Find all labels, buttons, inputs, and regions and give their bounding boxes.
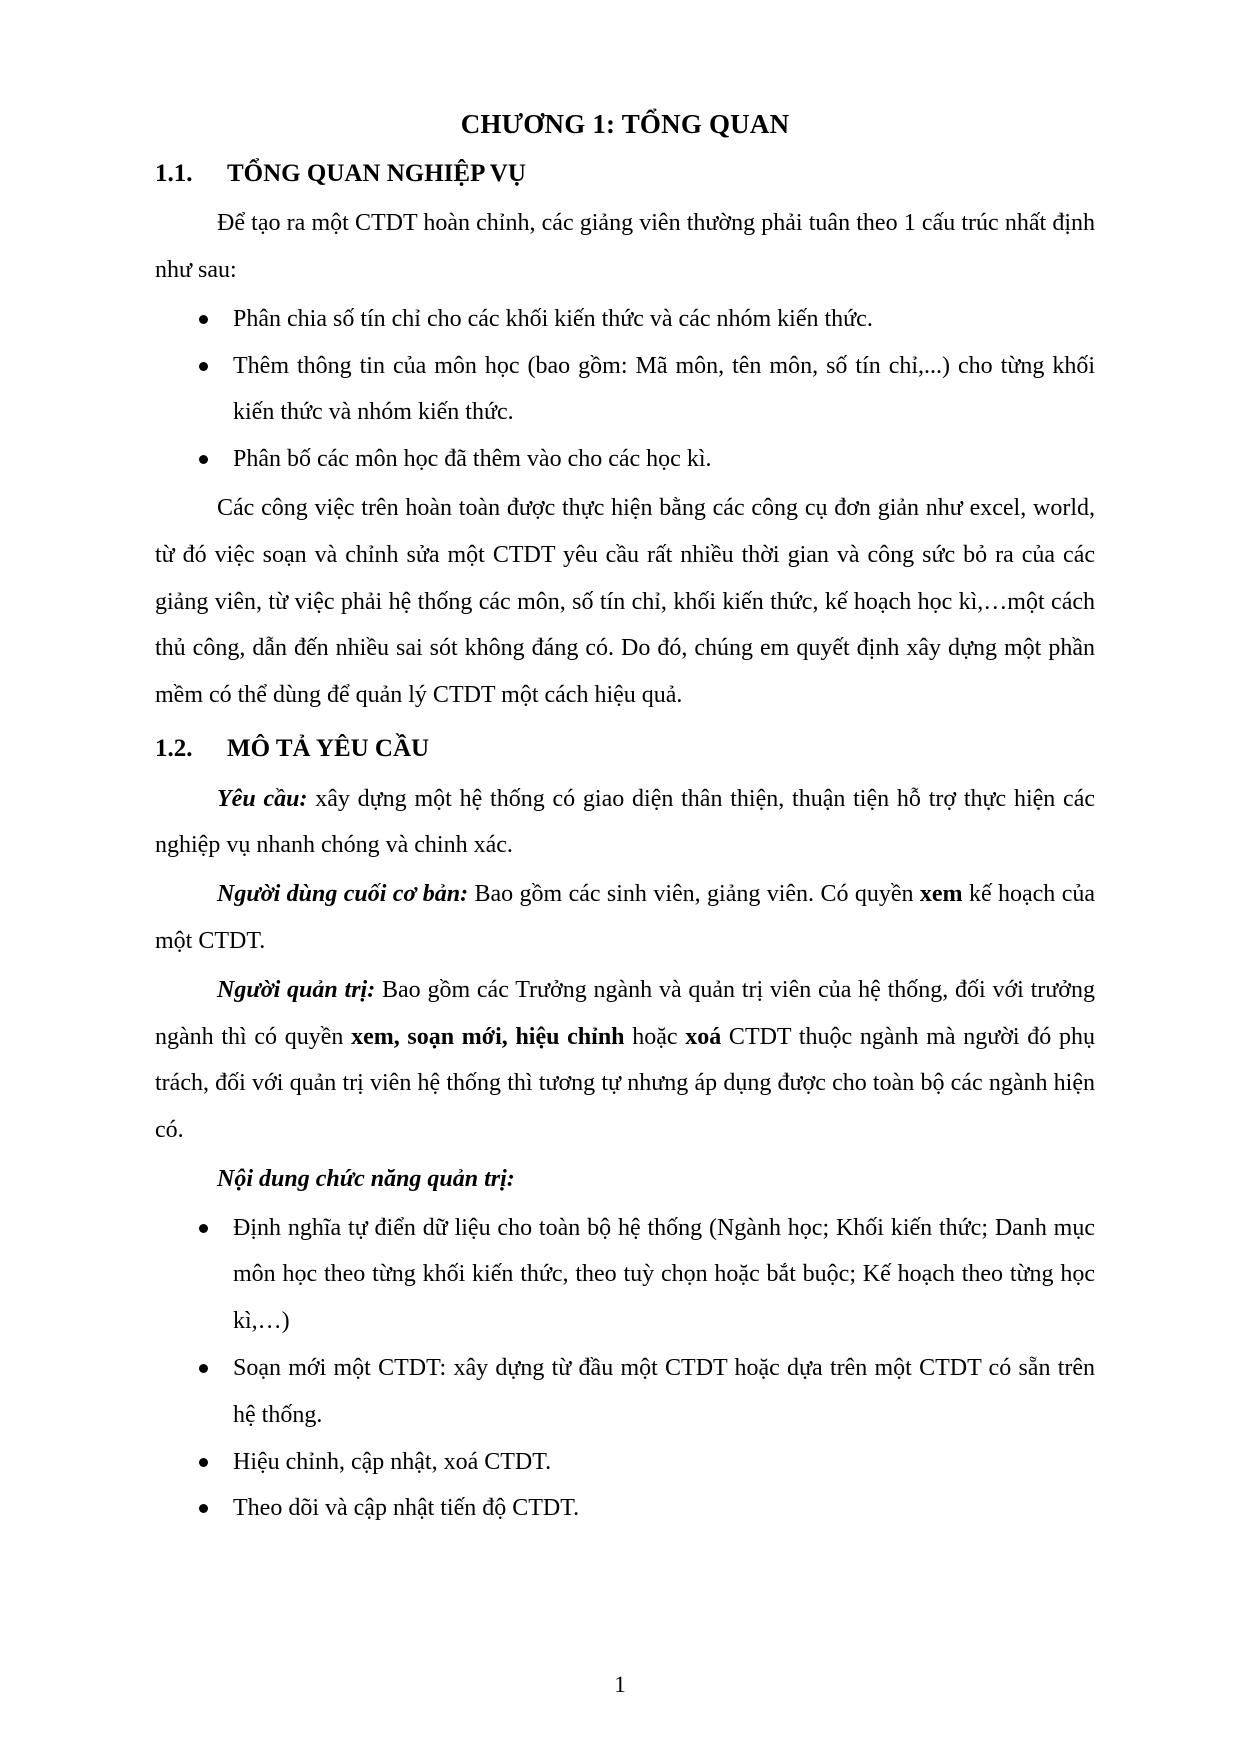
requirement-definition-yeu-cau [155, 776, 1095, 870]
definition-text-before: Bao gồm các sinh viên, giảng viên. Có quyền [468, 881, 920, 908]
section-1-1-closing-paragraph: Các công việc trên hoàn toàn được thực hiện bằng các công cụ đơn giản như excel, world, từ đó việc soạn và chỉnh sửa một CTDT yêu cầu rất nhiều thời gian và công sức bỏ ra của các giảng viên, từ việc phải hệ thống các môn, số tín chỉ, khối kiến thức, kế hoạch học kì,…một cách thủ công, dẫn đến nhiều sai sót không đáng có. Do đó, chúng em quyết định xây dựng một phần mềm có thể dùng để quản lý CTDT một cách hiệu quả. [155, 495, 1095, 709]
definition-text-after: kế hoạch của một CTDT. [155, 881, 1095, 954]
definition-text-2: hoặc [624, 1023, 686, 1050]
section-number-1-2: 1.2. [155, 735, 193, 763]
requirement-definition-nguoi-quan-tri [155, 967, 1095, 1154]
definition-emphasis-1: xem, soạn mới, hiệu chỉnh [351, 1023, 625, 1050]
definition-text-1: Bao gồm các Trưởng ngành và quản trị viên của hệ thống, đối với trưởng ngành thì có quyền [155, 976, 1095, 1050]
definition-emphasis: xem [919, 881, 963, 908]
section-1-1-bullet-list [155, 296, 1095, 483]
page-number: 1 [614, 1672, 626, 1697]
list-item: Hiệu chỉnh, cập nhật, xoá CTDT. [155, 1439, 1095, 1486]
admin-functions-bullet-list [155, 1205, 1095, 1533]
list-item: Phân bố các môn học đã thêm vào cho các học kì. [155, 436, 1095, 483]
definition-lead: Người quản trị: [217, 976, 376, 1003]
section-title-1-1: TỔNG QUAN NGHIỆP VỤ [227, 159, 526, 187]
definition-lead: Yêu cầu: [217, 785, 308, 812]
list-item: Thêm thông tin của môn học (bao gồm: Mã môn, tên môn, số tín chỉ,...) cho từng khối kiến thức và nhóm kiến thức. [155, 343, 1095, 437]
section-number-1-1: 1.1. [155, 159, 193, 187]
section-heading-1-1 [155, 158, 1095, 191]
section-heading-1-2 [155, 733, 1095, 766]
section-title-1-2: MÔ TẢ YÊU CẦU [227, 735, 430, 763]
list-item: Phân chia số tín chỉ cho các khối kiến thức và các nhóm kiến thức. [155, 296, 1095, 343]
requirement-definition-nguoi-dung-cuoi [155, 871, 1095, 965]
definition-text: xây dựng một hệ thống có giao diện thân thiện, thuận tiện hỗ trợ thực hiện các nghiệp vụ nhanh chóng và chinh xác. [155, 785, 1096, 859]
definition-text-3: CTDT thuộc ngành mà người đó phụ trách, đối với quản trị viên hệ thống thì tương tự nhưng áp dụng được cho toàn bộ các ngành hiện có. [155, 1023, 1095, 1144]
list-item: Định nghĩa tự điển dữ liệu cho toàn bộ hệ thống (Ngành học; Khối kiến thức; Danh mục môn học theo từng khối kiến thức, theo tuỳ chọn hoặc bắt buộc; Kế hoạch theo từng học kì,…) [155, 1205, 1095, 1345]
definition-lead: Người dùng cuối cơ bản: [217, 881, 469, 908]
section-1-1-intro-paragraph: Để tạo ra một CTDT hoàn chỉnh, các giảng viên thường phải tuân theo 1 cấu trúc nhất định như sau: [155, 210, 1095, 284]
admin-functions-lead [155, 1156, 1095, 1203]
list-item: Soạn mới một CTDT: xây dựng từ đầu một CTDT hoặc dựa trên một CTDT có sẵn trên hệ thống. [155, 1345, 1095, 1439]
definition-emphasis-2: xoá [685, 1023, 722, 1050]
list-item: Theo dõi và cập nhật tiến độ CTDT. [155, 1485, 1095, 1532]
admin-functions-lead-text: Nội dung chức năng quản trị: [217, 1165, 515, 1192]
chapter-title: CHƯƠNG 1: TỔNG QUAN [460, 109, 790, 139]
